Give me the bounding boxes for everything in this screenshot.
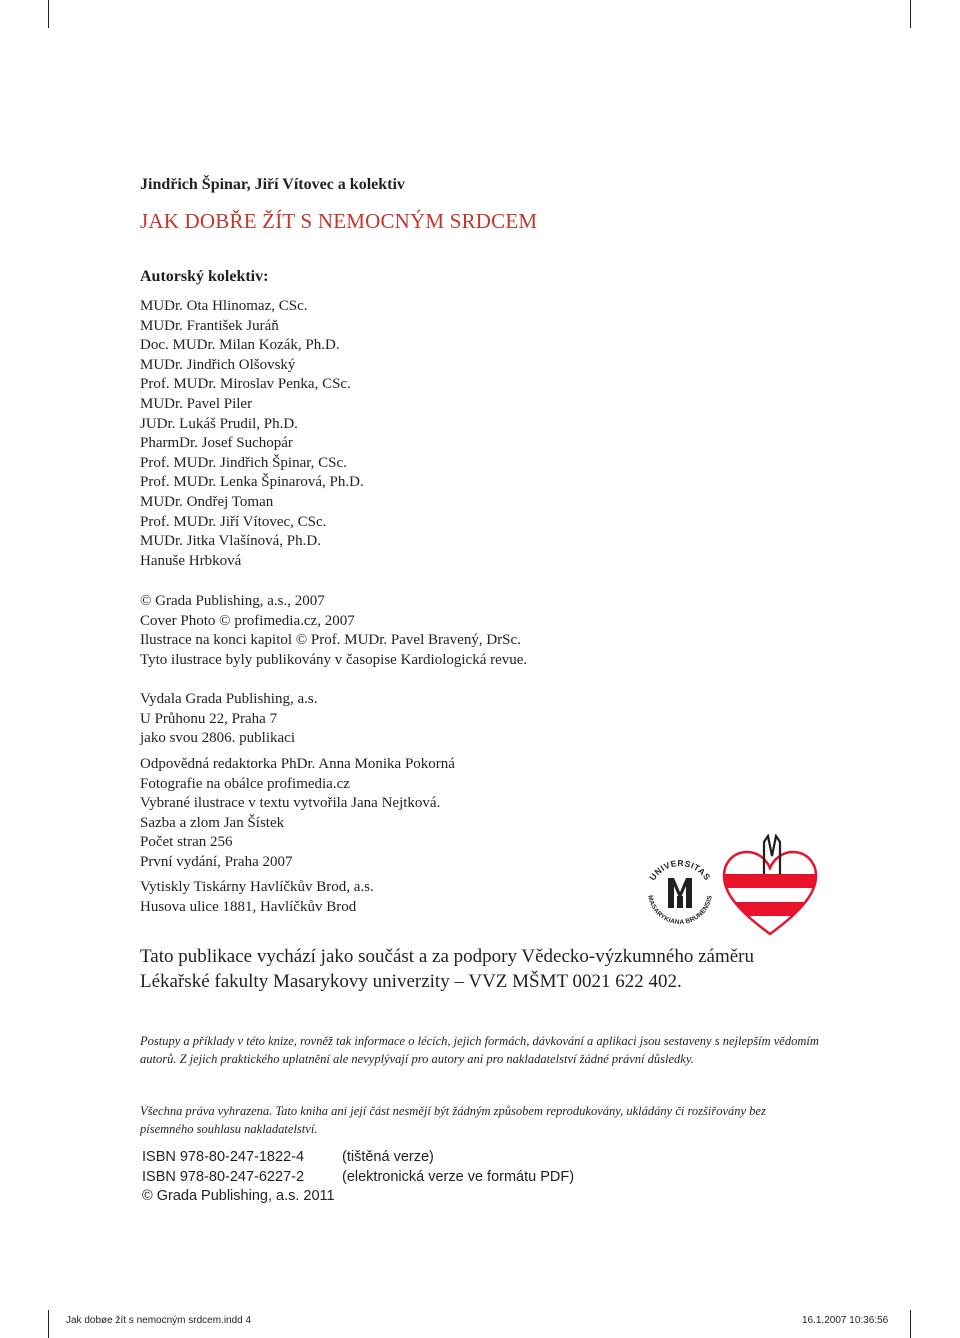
collective-member: Prof. MUDr. Miroslav Penka, CSc.	[140, 376, 351, 393]
university-seal-icon	[640, 852, 720, 932]
footer-timestamp: 16.1.2007 10:36:56	[802, 1315, 889, 1326]
crop-mark	[48, 0, 49, 28]
copyright-line: © Grada Publishing, a.s., 2007	[140, 593, 325, 609]
book-title: JAK DOBŘE ŽÍT S NEMOCNÝM SRDCEM	[140, 209, 538, 233]
support-line: Lékařské fakulty Masarykovy univerzity – VVZ MŠMT 0021 622 402.	[140, 971, 682, 992]
editorial-block	[140, 755, 455, 873]
support-line: Tato publikace vychází jako součást a za podpory Vědecko-výzkumného záměru	[140, 946, 755, 967]
crop-mark	[48, 1310, 49, 1338]
heart-logo-icon	[720, 834, 820, 938]
disclaimer-text: Postupy a příklady v této knize, rovněž tak informace o lécích, jejich formách, dávkování a aplikaci jsou sestaveny s nejlepším vědomím autorů. Z jejich praktického uplatnění ale nevyplývají pro autory ani pro nakladatelství žádné právní důsledky.	[140, 1034, 819, 1066]
collective-member: Prof. MUDr. Lenka Špinarová, Ph.D.	[140, 474, 364, 491]
footer-filename: Jak dobøe žít s nemocným srdcem.indd 4	[66, 1315, 252, 1326]
isbn-ebook-label: (elektronická verze ve formátu PDF)	[342, 1168, 575, 1185]
publisher-line: U Průhonu 22, Praha 7	[140, 710, 278, 727]
collective-heading: Autorský kolektiv:	[140, 268, 269, 285]
collective-member: Prof. MUDr. Jindřich Špinar, CSc.	[140, 454, 347, 471]
copyright-line: Cover Photo © profimedia.cz, 2007	[140, 612, 355, 629]
collective-member: MUDr. Jindřich Olšovský	[140, 356, 296, 373]
printing-line: Vytiskly Tiskárny Havlíčkův Brod, a.s.	[140, 879, 374, 895]
isbn-row-ebook	[142, 1168, 574, 1188]
seal-text-top: UNIVERSITAS	[647, 857, 713, 883]
isbn-row-print	[142, 1148, 574, 1168]
editorial-line: Sazba a zlom Jan Šístek	[140, 814, 285, 831]
publisher-line: jako svou 2806. publikaci	[140, 730, 295, 747]
isbn-copyright: © Grada Publishing, a.s. 2011	[142, 1188, 335, 1204]
collective-member: Doc. MUDr. Milan Kozák, Ph.D.	[140, 337, 340, 354]
collective-member: JUDr. Lukáš Prudil, Ph.D.	[140, 415, 298, 432]
collective-member: Prof. MUDr. Jiří Vítovec, CSc.	[140, 513, 327, 530]
editorial-line: Vybrané ilustrace v textu vytvořila Jana Nejtková.	[140, 795, 441, 812]
svg-text:UNIVERSITAS	[647, 858, 712, 882]
crop-mark	[910, 0, 911, 28]
editorial-line: Odpovědná redaktorka PhDr. Anna Monika Pokorná	[140, 756, 455, 772]
collective-member: MUDr. Ondřej Toman	[140, 493, 274, 510]
copyright-line: Tyto ilustrace byly publikovány v časopise Kardiologická revue.	[140, 651, 528, 668]
rights-text: Všechna práva vyhrazena. Tato kniha ani její část nesmějí být žádným způsobem reprodukovány, ukládány či rozšiřovány bez písemného souhlasu nakladatelství.	[140, 1104, 766, 1136]
collective-member: MUDr. Ota Hlinomaz, CSc.	[140, 298, 308, 314]
publisher-line: Vydala Grada Publishing, a.s.	[140, 691, 318, 707]
collective-member: MUDr. František Juráň	[140, 317, 279, 334]
seal-text-bottom: MASARYKIANA BRUNENSIS	[646, 894, 714, 927]
copyright-block	[140, 592, 527, 670]
isbn-print-code: ISBN 978-80-247-1822-4	[142, 1149, 305, 1165]
collective-member: Hanuše Hrbková	[140, 552, 242, 569]
isbn-print-label: (tištěná verze)	[342, 1149, 434, 1165]
authors-line: Jindřich Špinar, Jiří Vítovec a kolektiv	[140, 176, 405, 193]
collective-member: MUDr. Jitka Vlašínová, Ph.D.	[140, 533, 321, 550]
printing-block	[140, 878, 374, 917]
editorial-line: Fotografie na obálce profimedia.cz	[140, 775, 350, 792]
support-statement	[140, 944, 754, 994]
isbn-block	[142, 1148, 574, 1207]
crop-mark	[910, 1310, 911, 1338]
collective-list	[140, 297, 364, 571]
editorial-line: Počet stran 256	[140, 834, 233, 851]
copyright-line: Ilustrace na konci kapitol © Prof. MUDr. Pavel Bravený, DrSc.	[140, 632, 521, 649]
isbn-ebook-code: ISBN 978-80-247-6227-2	[142, 1168, 305, 1185]
collective-member: PharmDr. Josef Suchopár	[140, 435, 293, 452]
editorial-line: První vydání, Praha 2007	[140, 853, 293, 870]
collective-member: MUDr. Pavel Piler	[140, 395, 253, 412]
publisher-block	[140, 690, 317, 749]
printing-line: Husova ulice 1881, Havlíčkův Brod	[140, 898, 357, 915]
